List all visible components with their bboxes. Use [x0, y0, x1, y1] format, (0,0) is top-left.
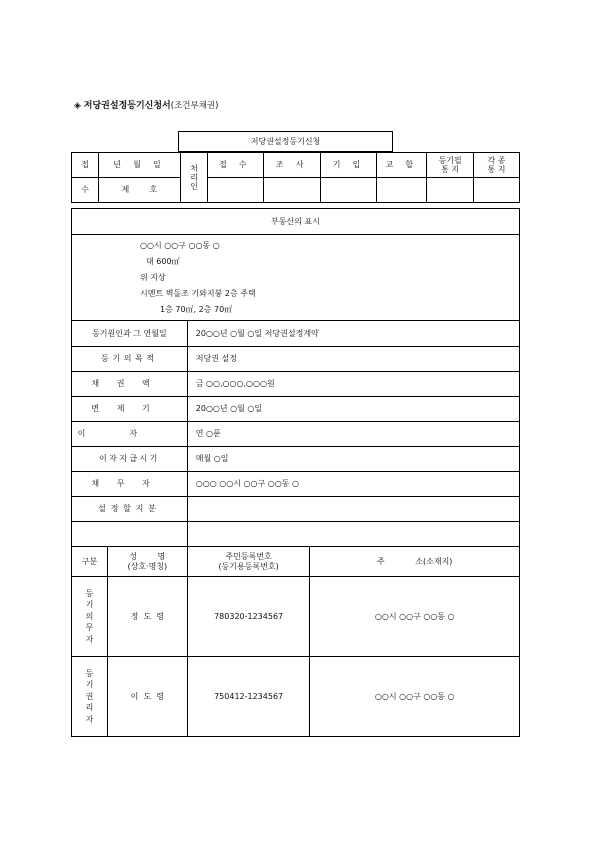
reg-cell-receive: 접 수 [207, 153, 263, 178]
property-line: 1층 70㎡, 2층 70㎡ [160, 305, 233, 314]
reg-cell-inspect: 조 사 [263, 153, 321, 178]
field-label: 변제기 [72, 397, 188, 422]
field-label: 채권액 [72, 372, 188, 397]
property-line: 대 600㎡ [146, 257, 180, 266]
field-label: 이자지급시기 [72, 447, 188, 472]
parties-header-kind: 구분 [72, 547, 108, 577]
reg-cell-notice-various: 각 종 통 지 [474, 153, 520, 178]
document-title [74, 98, 218, 111]
field-value [187, 497, 519, 522]
reg-cell-enter: 기 입 [321, 153, 377, 178]
party-id: 750412-1234567 [187, 657, 310, 737]
reg-cell-handler: 처리인 [180, 153, 207, 203]
property-line: 시멘트 벽돌조 기와지붕 2층 주택 [140, 289, 256, 298]
field-value: 20○○년 ○월 ○일 [187, 397, 519, 422]
property-line: ○○시 ○○구 ○○동 ○ [140, 241, 220, 250]
field-value: 금 ○○,○○○,○○○원 [187, 372, 519, 397]
reg-cell-number: 제 호 [98, 178, 180, 203]
party-kind-holder: 등 기 권 리 자 [72, 657, 108, 737]
parties-header-id: 주민등록번호 (등기용등록번호) [187, 547, 310, 577]
party-name: 정 도 령 [107, 577, 187, 657]
reg-cell-receipt-top: 접 [72, 153, 99, 178]
reg-blank-2 [263, 178, 321, 203]
header-box [178, 131, 393, 152]
property-line: 위 지상 [140, 273, 166, 282]
reg-blank-5 [427, 178, 474, 203]
field-value: 저당권 설정 [187, 347, 519, 372]
party-kind-obligor: 등 기 의 무 자 [72, 577, 108, 657]
registration-table [71, 152, 520, 203]
blank-value [187, 522, 519, 547]
reg-blank-6 [474, 178, 520, 203]
reg-blank-4 [377, 178, 427, 203]
parties-header-address: 주 소(소재지) [310, 547, 520, 577]
subtitle-text: (조건부채권) [170, 101, 219, 111]
reg-cell-check: 교 합 [377, 153, 427, 178]
property-description [72, 235, 520, 321]
diamond-bullet-icon: ◈ [74, 101, 81, 111]
field-label: 이자 [72, 422, 188, 447]
field-value: 20○○년 ○월 ○일 저당권설정계약 [187, 321, 519, 347]
header-box-text: 저당권설정등기신청 [250, 137, 321, 146]
field-value: 연 ○푼 [187, 422, 519, 447]
reg-blank-3 [321, 178, 377, 203]
reg-blank-1 [207, 178, 263, 203]
field-label: 등기의목적 [72, 347, 188, 372]
party-id: 780320-1234567 [187, 577, 310, 657]
reg-cell-date: 년 월 일 [98, 153, 180, 178]
parties-header-name: 성 명 (상호·명칭) [107, 547, 187, 577]
field-label: 채무자 [72, 472, 188, 497]
field-label: 등기원인과 그 연월일 [72, 321, 188, 347]
title-text: 저당권설정등기신청서 [83, 101, 171, 111]
field-value: ○○○ ○○시 ○○구 ○○동 ○ [187, 472, 519, 497]
field-value: 매월 ○일 [187, 447, 519, 472]
party-address: ○○시 ○○구 ○○동 ○ [310, 577, 520, 657]
party-name: 이 도 령 [107, 657, 187, 737]
reg-cell-receipt-bottom: 수 [72, 178, 99, 203]
blank-label [72, 522, 188, 547]
reg-cell-notice-done: 등기필 통 지 [427, 153, 474, 178]
main-table [71, 208, 520, 737]
field-label: 설정할지분 [72, 497, 188, 522]
party-address: ○○시 ○○구 ○○동 ○ [310, 657, 520, 737]
property-header: 부동산의 표시 [72, 209, 520, 235]
